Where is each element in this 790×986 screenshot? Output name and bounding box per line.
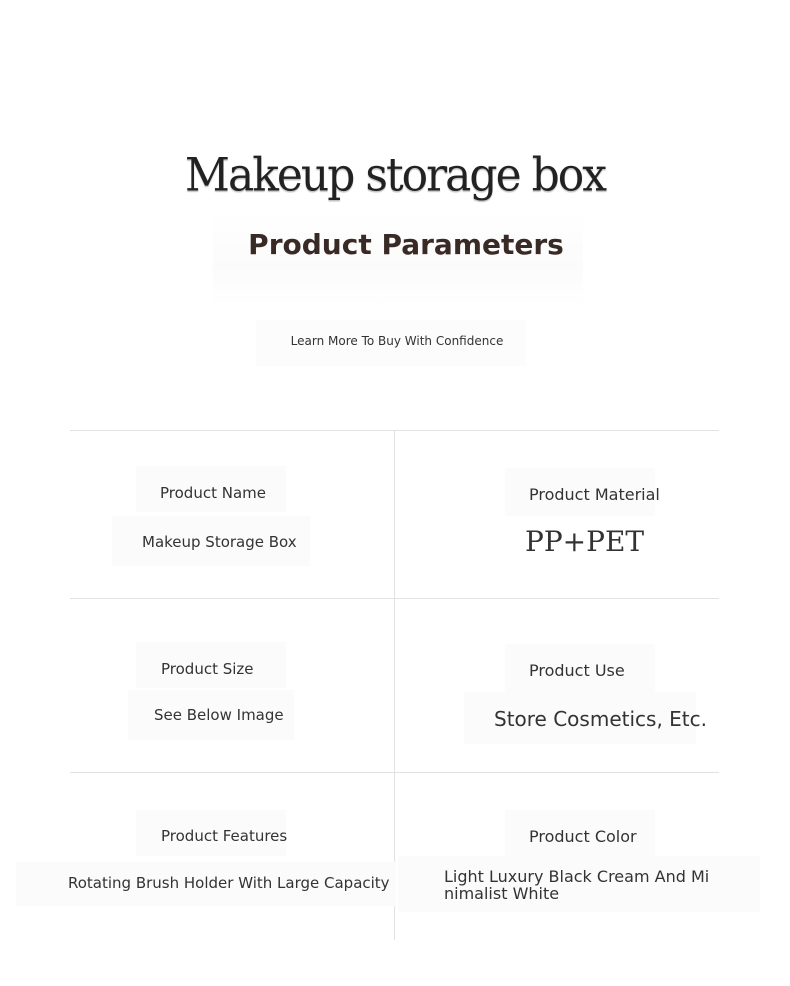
product-use-value: Store Cosmetics, Etc. <box>494 707 707 731</box>
product-use-label: Product Use <box>529 661 625 680</box>
product-material-value: PP+PET <box>525 525 645 558</box>
subtitle: Learn More To Buy With Confidence <box>290 334 504 348</box>
product-color-value-line-1: Light Luxury Black Cream And Mi <box>444 867 710 886</box>
product-name-label: Product Name <box>160 484 266 502</box>
product-features-value: Rotating Brush Holder With Large Capacity <box>68 874 390 892</box>
product-color-value <box>444 868 709 902</box>
product-size-value: See Below Image <box>154 706 284 724</box>
product-color-value-line-2: nimalist White <box>444 884 560 903</box>
product-color-label: Product Color <box>529 827 637 846</box>
page-title: Product Parameters <box>248 228 564 261</box>
product-name-value: Makeup Storage Box <box>142 533 297 551</box>
product-material-label: Product Material <box>529 485 660 504</box>
product-features-label: Product Features <box>161 827 288 845</box>
script-title: Makeup storage box <box>184 148 606 203</box>
product-size-label: Product Size <box>161 660 254 678</box>
